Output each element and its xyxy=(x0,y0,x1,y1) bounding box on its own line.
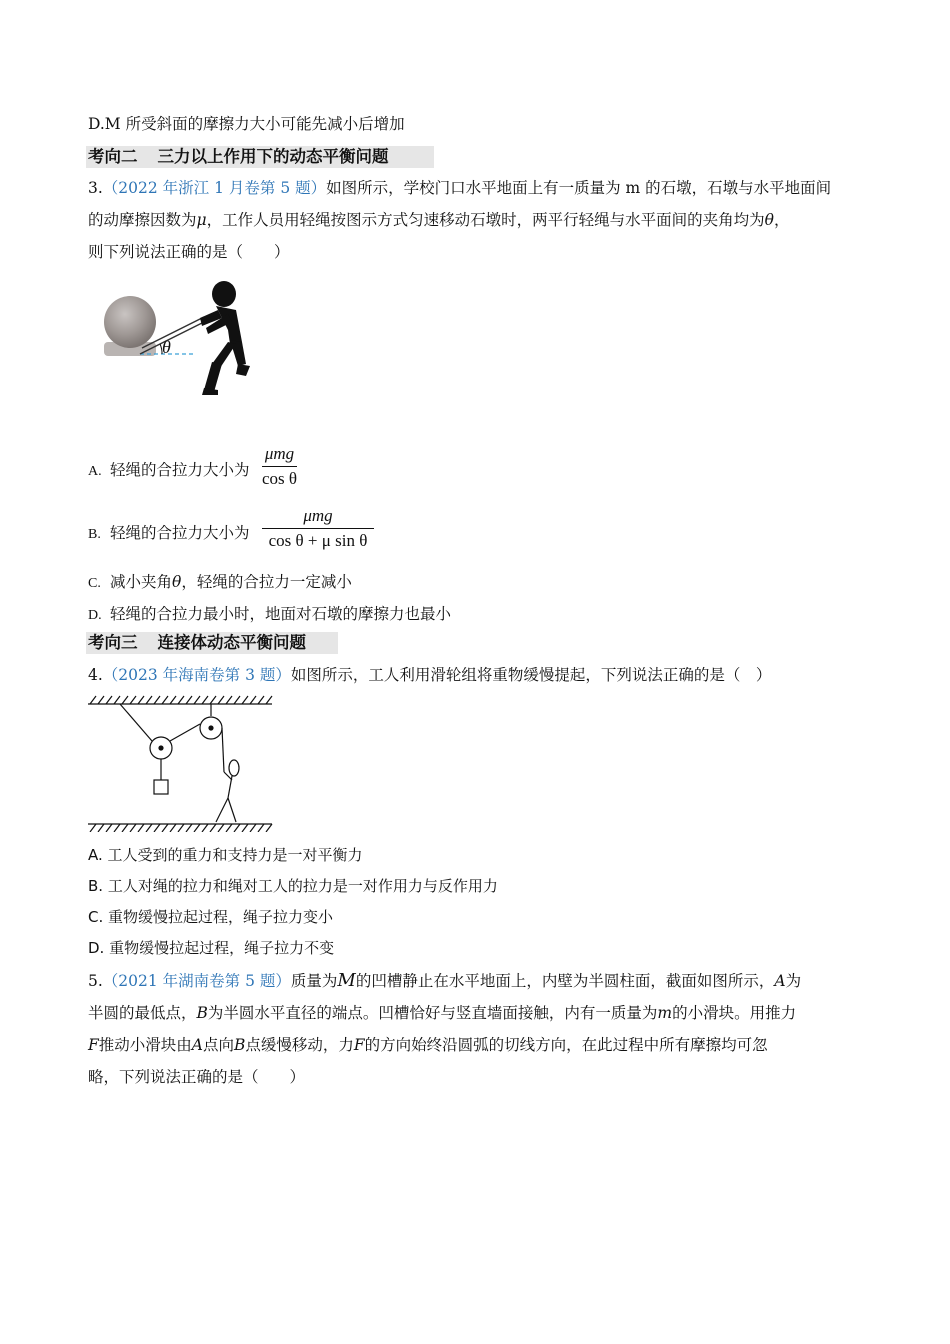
q3-stem-2b: ，工作人员用轻绳按图示方式匀速移动石墩时，两平行轻绳与水平面间的夹角均为 xyxy=(206,211,765,229)
q5-source: （2021 年湖南卷第 5 题） xyxy=(102,972,291,990)
fraction-numerator: μmg xyxy=(262,506,374,529)
section-header-3 xyxy=(86,632,338,654)
q4-option-a[interactable]: A. 工人受到的重力和支持力是一对平衡力 xyxy=(88,846,363,864)
fraction-denominator: cos θ xyxy=(262,469,298,488)
option-label: D. xyxy=(88,608,102,623)
q4-source: （2023 年海南卷第 3 题） xyxy=(102,666,291,684)
rope-right xyxy=(222,728,224,772)
symbol-M: M xyxy=(337,970,356,991)
worker-silhouette xyxy=(200,281,250,395)
q3-number: 3. xyxy=(88,179,103,197)
pulley-figure xyxy=(86,694,276,832)
q3-line2 xyxy=(88,210,789,230)
option-label: B. xyxy=(88,527,101,542)
q4-option-c[interactable]: C. 重物缓慢拉起过程，绳子拉力变小 xyxy=(88,908,334,926)
q4-stem xyxy=(88,665,771,685)
fraction-numerator: μmg xyxy=(262,444,297,467)
fixed-pulley-axle xyxy=(209,726,213,730)
q5-text: 的凹槽静止在水平地面上，内壁为半圆柱面，截面如图所示， xyxy=(355,972,775,990)
symbol-F: F xyxy=(88,1036,99,1054)
theta-symbol: θ xyxy=(764,211,774,229)
q5-text: 的方向始终沿圆弧的切线方向，在此过程中所有摩擦均可忽 xyxy=(364,1036,768,1054)
q5-line3 xyxy=(88,1035,768,1055)
rope-middle xyxy=(170,724,200,741)
q3-stem-2c: ， xyxy=(773,211,790,229)
q3-option-d[interactable] xyxy=(88,604,451,626)
section-title: 三力以上作用下的动态平衡问题 xyxy=(157,147,389,166)
option-label: C. xyxy=(88,576,101,591)
symbol-m: m xyxy=(657,1004,673,1022)
ceiling-hatch xyxy=(90,696,272,704)
section-label: 考向二 xyxy=(88,147,138,166)
stone-ball xyxy=(104,296,156,348)
q5-text: 为半圆水平直径的端点。凹槽恰好与竖直墙面接触，内有一质量为 xyxy=(207,1004,658,1022)
section-header-2 xyxy=(86,146,434,168)
q2-option-d: D.M 所受斜面的摩擦力大小可能先减小后增加 xyxy=(88,115,405,133)
option-text: 减小夹角 xyxy=(110,573,173,591)
option-label: A. xyxy=(88,464,102,479)
q4-stem-text: 如图所示，工人利用滑轮组将重物缓慢提起，下列说法正确的是（ ） xyxy=(290,666,772,684)
theta-symbol: θ xyxy=(172,573,182,591)
q3-option-a[interactable] xyxy=(88,460,250,482)
fraction-b xyxy=(262,506,374,551)
worker-leg-right xyxy=(228,798,236,822)
symbol-A: A xyxy=(774,972,786,990)
symbol-A: A xyxy=(191,1036,203,1054)
ground-hatch xyxy=(90,824,272,832)
q5-line2 xyxy=(88,1003,796,1023)
movable-pulley-axle xyxy=(159,746,163,750)
q3-option-b[interactable] xyxy=(88,523,250,545)
q5-text: 推动小滑块由 xyxy=(98,1036,192,1054)
theta-label: θ xyxy=(162,337,171,357)
fraction-a xyxy=(262,444,297,489)
symbol-B: B xyxy=(196,1004,208,1022)
section-label: 考向三 xyxy=(88,633,138,652)
q5-text: 的小滑块。用推力 xyxy=(672,1004,797,1022)
option-text: 轻绳的合拉力最小时，地面对石墩的摩擦力也最小 xyxy=(110,605,452,623)
mu-symbol: μ xyxy=(196,211,207,229)
worker-leg-left xyxy=(216,798,228,822)
q5-text: 半圆的最低点， xyxy=(88,1004,197,1022)
rope-left xyxy=(120,704,152,741)
fraction-denominator: cos θ + μ sin θ xyxy=(268,531,368,550)
section-title: 连接体动态平衡问题 xyxy=(157,633,306,652)
q5-text: 质量为 xyxy=(290,972,338,990)
q5-text: 为 xyxy=(785,972,802,990)
q4-option-b[interactable]: B. 工人对绳的拉力和绳对工人的拉力是一对作用力与反作用力 xyxy=(88,877,498,895)
option-text: 轻绳的合拉力大小为 xyxy=(110,461,250,479)
symbol-B: B xyxy=(234,1036,246,1054)
symbol-F: F xyxy=(353,1036,365,1054)
q3-stem-2a: 的动摩擦因数为 xyxy=(88,211,197,229)
q3-option-c[interactable] xyxy=(88,572,352,594)
q4-number: 4. xyxy=(88,666,103,684)
worker-head xyxy=(229,760,239,776)
q3-line1 xyxy=(88,178,831,198)
q5-text: 点向 xyxy=(202,1036,234,1054)
q3-stem-1: 如图所示，学校门口水平地面上有一质量为 m 的石墩，石墩与水平地面间 xyxy=(326,179,832,197)
option-text: ，轻绳的合拉力一定减小 xyxy=(181,573,352,591)
q5-number: 5. xyxy=(88,972,103,990)
q5-line1 xyxy=(88,971,801,991)
q3-source: （2022 年浙江 1 月卷第 5 题） xyxy=(102,179,327,197)
stone-pier-figure xyxy=(100,272,260,397)
q3-line3: 则下列说法正确的是（ ） xyxy=(88,243,290,261)
option-text: 轻绳的合拉力大小为 xyxy=(110,524,250,542)
q4-option-d[interactable]: D. 重物缓慢拉起过程，绳子拉力不变 xyxy=(88,939,335,957)
q5-line4: 略，下列说法正确的是（ ） xyxy=(88,1068,306,1086)
q5-text: 点缓慢移动，力 xyxy=(245,1036,354,1054)
weight-box xyxy=(154,780,168,794)
